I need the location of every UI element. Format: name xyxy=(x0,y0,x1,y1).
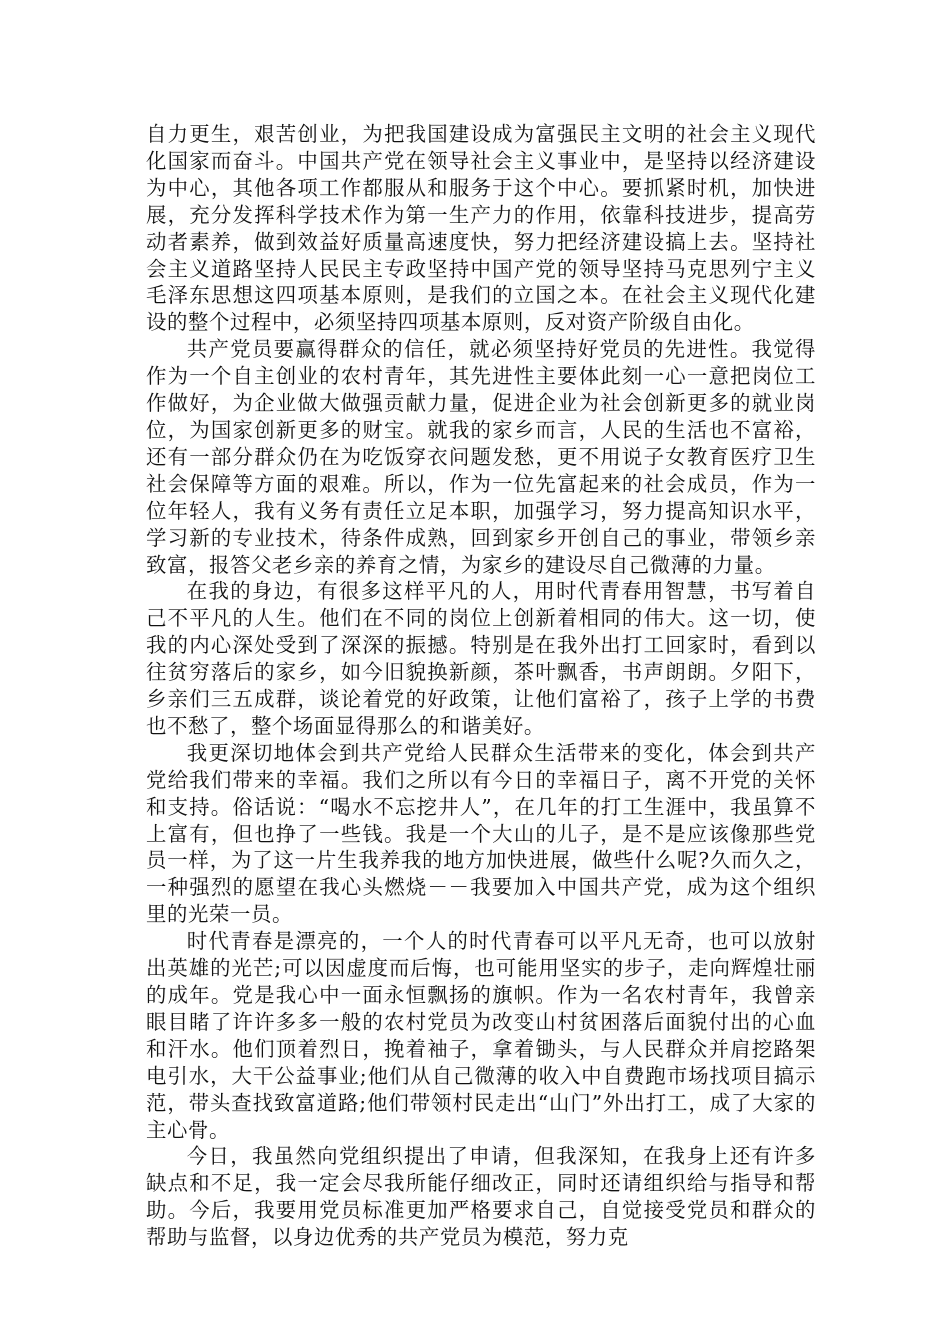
paragraph-3: 在我的身边，有很多这样平凡的人，用时代青春用智慧，书写着自己不平凡的人生。他们在不同的岗位上创新着相同的伟大。这一切，使我的内心深处受到了深深的振撼。特别是在我外出打工回家时，看到以往贫穷落后的家乡，如今旧貌换新颜，茶叶飘香，书声朗朗。夕阳下，乡亲们三五成群，谈论着党的好政策，让他们富裕了，孩子上学的书费也不愁了，整个场面显得那么的和谐美好。 xyxy=(146,579,816,738)
paragraph-5: 时代青春是漂亮的，一个人的时代青春可以平凡无奇，也可以放射出英雄的光芒;可以因虚度而后悔，也可能用坚实的步子，走向辉煌壮丽的成年。党是我心中一面永恒飘扬的旗帜。作为一名农村青年，我曾亲眼目睹了许许多多一般的农村党员为改变山村贫困落后面貌付出的心血和汗水。他们顶着烈日，挽着袖子，拿着锄头，与人民群众并肩挖路架电引水，大干公益事业;他们从自己微薄的收入中自费跑市场找项目搞示范，带头查找致富道路;他们带领村民走出“山门”外出打工，成了大家的主心骨。 xyxy=(146,929,816,1142)
paragraph-4: 我更深切地体会到共产党给人民群众生活带来的变化，体会到共产党给我们带来的幸福。我们之所以有今日的幸福日子，离不开党的关怀和支持。俗话说：“喝水不忘挖井人”，在几年的打工生涯中，我虽算不上富有，但也挣了一些钱。我是一个大山的儿子，是不是应该像那些党员一样，为了这一片生我养我的地方加快进展，做些什么呢?久而久之，一种强烈的愿望在我心头燃烧－－我要加入中国共产党，成为这个组织里的光荣一员。 xyxy=(146,740,816,927)
paragraph-2: 共产党员要赢得群众的信任，就必须坚持好党员的先进性。我觉得作为一个自主创业的农村青年，其先进性主要体此刻一心一意把岗位工作做好，为企业做大做强贡献力量，促进企业为社会创新更多的就业岗位，为国家创新更多的财宝。就我的家乡而言，人民的生活也不富裕，还有一部分群众仍在为吃饭穿衣问题发愁，更不用说子女教育医疗卫生社会保障等方面的艰难。所以，作为一位先富起来的社会成员，作为一位年轻人，我有义务有责任立足本职，加强学习，努力提高知识水平，学习新的专业技术，待条件成熟，回到家乡开创自己的事业，带领乡亲致富，报答父老乡亲的养育之情，为家乡的建设尽自己微薄的力量。 xyxy=(146,337,816,577)
paragraph-6: 今日，我虽然向党组织提出了申请，但我深知，在我身上还有许多缺点和不足，我一定会尽我所能仔细改正，同时还请组织给与指导和帮助。今后，我要用党员标准更加严格要求自己，自觉接受党员和群众的帮助与监督，以身边优秀的共产党员为模范，努力克 xyxy=(146,1144,816,1250)
document-body xyxy=(146,121,816,1251)
paragraph-1: 自力更生，艰苦创业，为把我国建设成为富强民主文明的社会主义现代化国家而奋斗。中国共产党在领导社会主义事业中，是坚持以经济建设为中心，其他各项工作都服从和服务于这个中心。要抓紧时机，加快进展，充分发挥科学技术作为第一生产力的作用，依靠科技进步，提高劳动者素养，做到效益好质量高速度快，努力把经济建设搞上去。坚持社会主义道路坚持人民民主专政坚持中国产党的领导坚持马克思列宁主义毛泽东思想这四项基本原则，是我们的立国之本。在社会主义现代化建设的整个过程中，必须坚持四项基本原则，反对资产阶级自由化。 xyxy=(146,122,816,335)
